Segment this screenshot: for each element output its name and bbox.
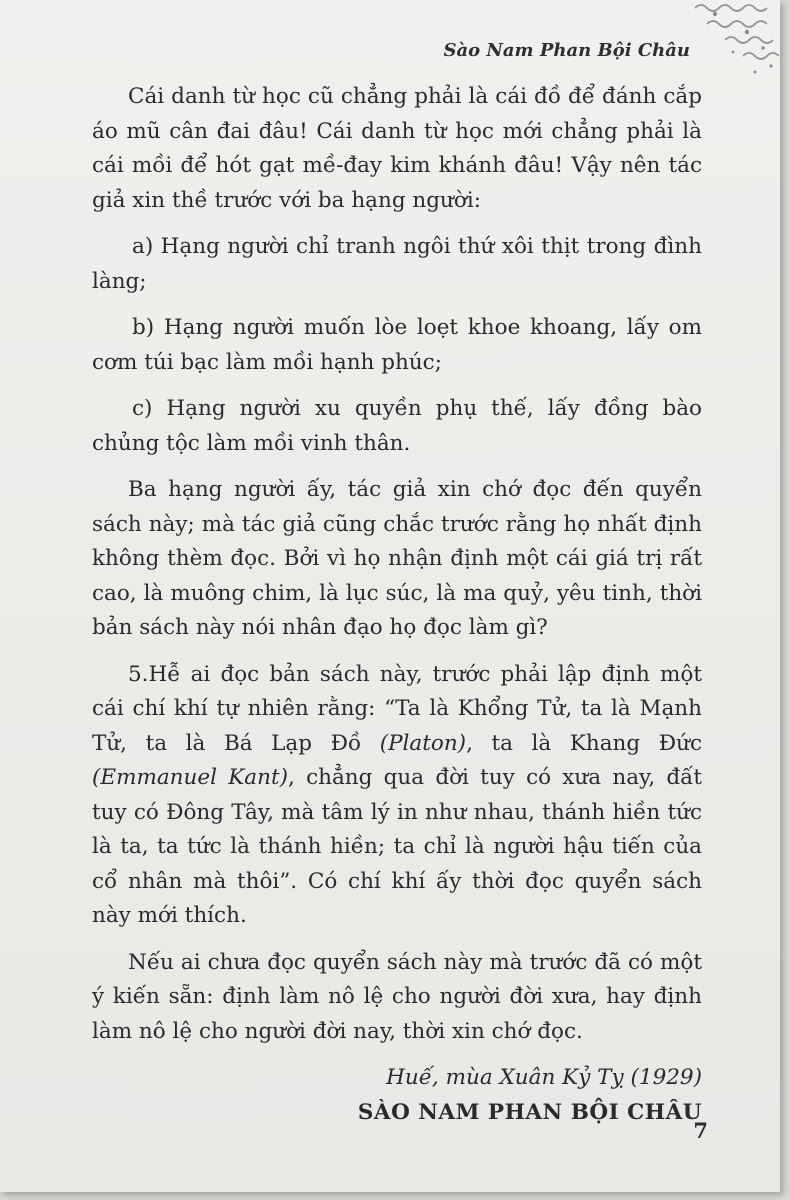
- paragraph-point-5-text-1: 5.Hễ ai đọc bản sách này, trước phải lập định một cái chí khí tự nhiên rằng: “Ta là Khổng Tử, ta là Mạnh Tử, ta là Bá Lạp Đồ: [92, 661, 702, 756]
- paragraph-point-5-text-2: , ta là Khang Đức: [466, 730, 702, 756]
- list-item-b: b) Hạng người muốn lòe loẹt khoe khoang, lấy om cơm túi bạc làm mồi hạnh phúc;: [92, 315, 702, 375]
- paragraph-closing: Nếu ai chưa đọc quyển sách này mà trước đã có một ý kiến sẵn: định làm nô lệ cho người đời xưa, hay định làm nô lệ cho người đời nay, thời xin chớ đọc.: [92, 949, 702, 1044]
- decorative-corner-ornament-icon: [685, 0, 780, 85]
- kant-italic: (Emmanuel Kant): [92, 765, 288, 790]
- list-item-a: a) Hạng người chỉ tranh ngôi thứ xôi thịt trong đình làng;: [92, 234, 702, 294]
- paragraph-point-5: [92, 658, 702, 934]
- signature-place-date: Huế, mùa Xuân Kỷ Tỵ (1929): [386, 1065, 702, 1090]
- main-text: [92, 80, 702, 1130]
- running-header: Sào Nam Phan Bội Châu: [443, 40, 690, 61]
- platon-italic: (Platon): [379, 730, 467, 756]
- page-number: 7: [693, 1118, 708, 1143]
- paragraph-intro: Cái danh từ học cũ chẳng phải là cái đồ để đánh cắp áo mũ cân đai đâu! Cái danh từ học mới chẳng phải là cái mồi để hót gạt mề-đay kim khánh đâu! Vậy nên tác giả xin thề trước với ba hạng người:: [92, 84, 702, 213]
- list-item-c: c) Hạng người xu quyền phụ thế, lấy đồng bào chủng tộc làm mồi vinh thân.: [92, 396, 702, 456]
- paragraph-point-5-text-3: , chẳng qua đời tuy có xưa nay, đất tuy có Đông Tây, mà tâm lý in như nhau, thánh hiền tức là ta, ta tức là thánh hiền; ta chỉ là người hậu tiến của cổ nhân mà thôi”. Có chí khí ấy thời đọc quyển sách này mới thích.: [92, 765, 702, 928]
- signature-author: SÀO NAM PHAN BỘI CHÂU: [357, 1099, 702, 1125]
- paragraph-three-kinds: Ba hạng người ấy, tác giả xin chớ đọc đến quyển sách này; mà tác giả cũng chắc trước rằng họ nhất định không thèm đọc. Bởi vì họ nhận định một cái giá trị rất cao, là muông chim, là lục súc, là ma quỷ, yêu tinh, thời bản sách này nói nhân đạo họ đọc làm gì?: [92, 477, 702, 640]
